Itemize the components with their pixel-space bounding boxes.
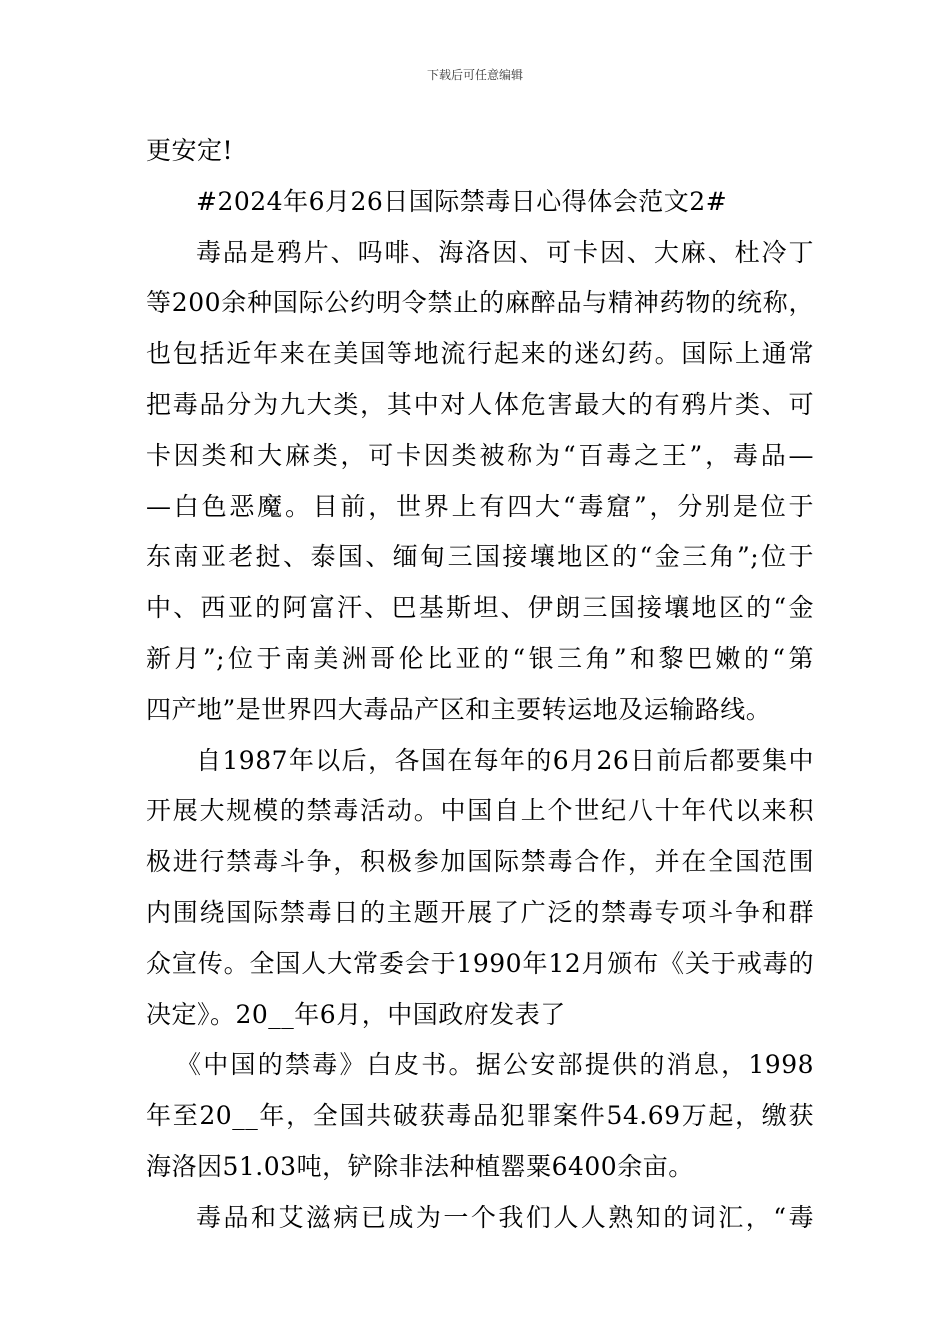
text-line: 卡因类和大麻类，可卡因类被称为“百毒之王”，毒品—	[146, 440, 814, 470]
text-line: 决定》。20__年6月，中国政府发表了	[146, 999, 566, 1029]
text-line: 开展大规模的禁毒活动。中国自上个世纪八十年代以来积	[146, 796, 814, 826]
text-line: 毒品和艾滋病已成为一个我们人人熟知的词汇，“毒	[196, 1202, 814, 1232]
text-line: 更安定!	[146, 136, 234, 165]
text-line: 年至20__年，全国共破获毒品犯罪案件54.69万起，缴获	[146, 1101, 814, 1131]
text-line: 海洛因51.03吨，铲除非法种植罂粟6400余亩。	[146, 1151, 694, 1181]
text-line: 《中国的禁毒》白皮书。据公安部提供的消息，1998	[176, 1050, 814, 1080]
section-heading: #2024年6月26日国际禁毒日心得体会范文2#	[196, 186, 728, 216]
text-line: 等200余种国际公约明令禁止的麻醉品与精神药物的统称，	[146, 288, 814, 318]
text-line: 四产地”是世界四大毒品产区和主要转运地及运输路线。	[146, 694, 772, 724]
text-line: 新月”;位于南美洲哥伦比亚的“银三角”和黎巴嫩的“第	[146, 643, 814, 673]
page-header: 下载后可任意编辑	[426, 68, 523, 82]
text-line: —白色恶魔。目前，世界上有四大“毒窟”，分别是位于	[146, 491, 814, 521]
text-line: 东南亚老挝、泰国、缅甸三国接壤地区的“金三角”;位于	[146, 542, 814, 572]
text-line: 中、西亚的阿富汗、巴基斯坦、伊朗三国接壤地区的“金	[146, 593, 814, 623]
text-line: 自1987年以后，各国在每年的6月26日前后都要集中	[196, 745, 814, 775]
document-body	[146, 126, 814, 1244]
text-line: 内围绕国际禁毒日的主题开展了广泛的禁毒专项斗争和群	[146, 897, 814, 927]
text-line: 把毒品分为九大类，其中对人体危害最大的有鸦片类、可	[146, 389, 814, 419]
text-line: 众宣传。全国人大常委会于1990年12月颁布《关于戒毒的	[146, 948, 814, 978]
text-line: 毒品是鸦片、吗啡、海洛因、可卡因、大麻、杜冷丁	[196, 237, 814, 267]
text-line: 也包括近年来在美国等地流行起来的迷幻药。国际上通常	[146, 339, 814, 369]
text-line: 极进行禁毒斗争，积极参加国际禁毒合作，并在全国范围	[146, 847, 814, 877]
